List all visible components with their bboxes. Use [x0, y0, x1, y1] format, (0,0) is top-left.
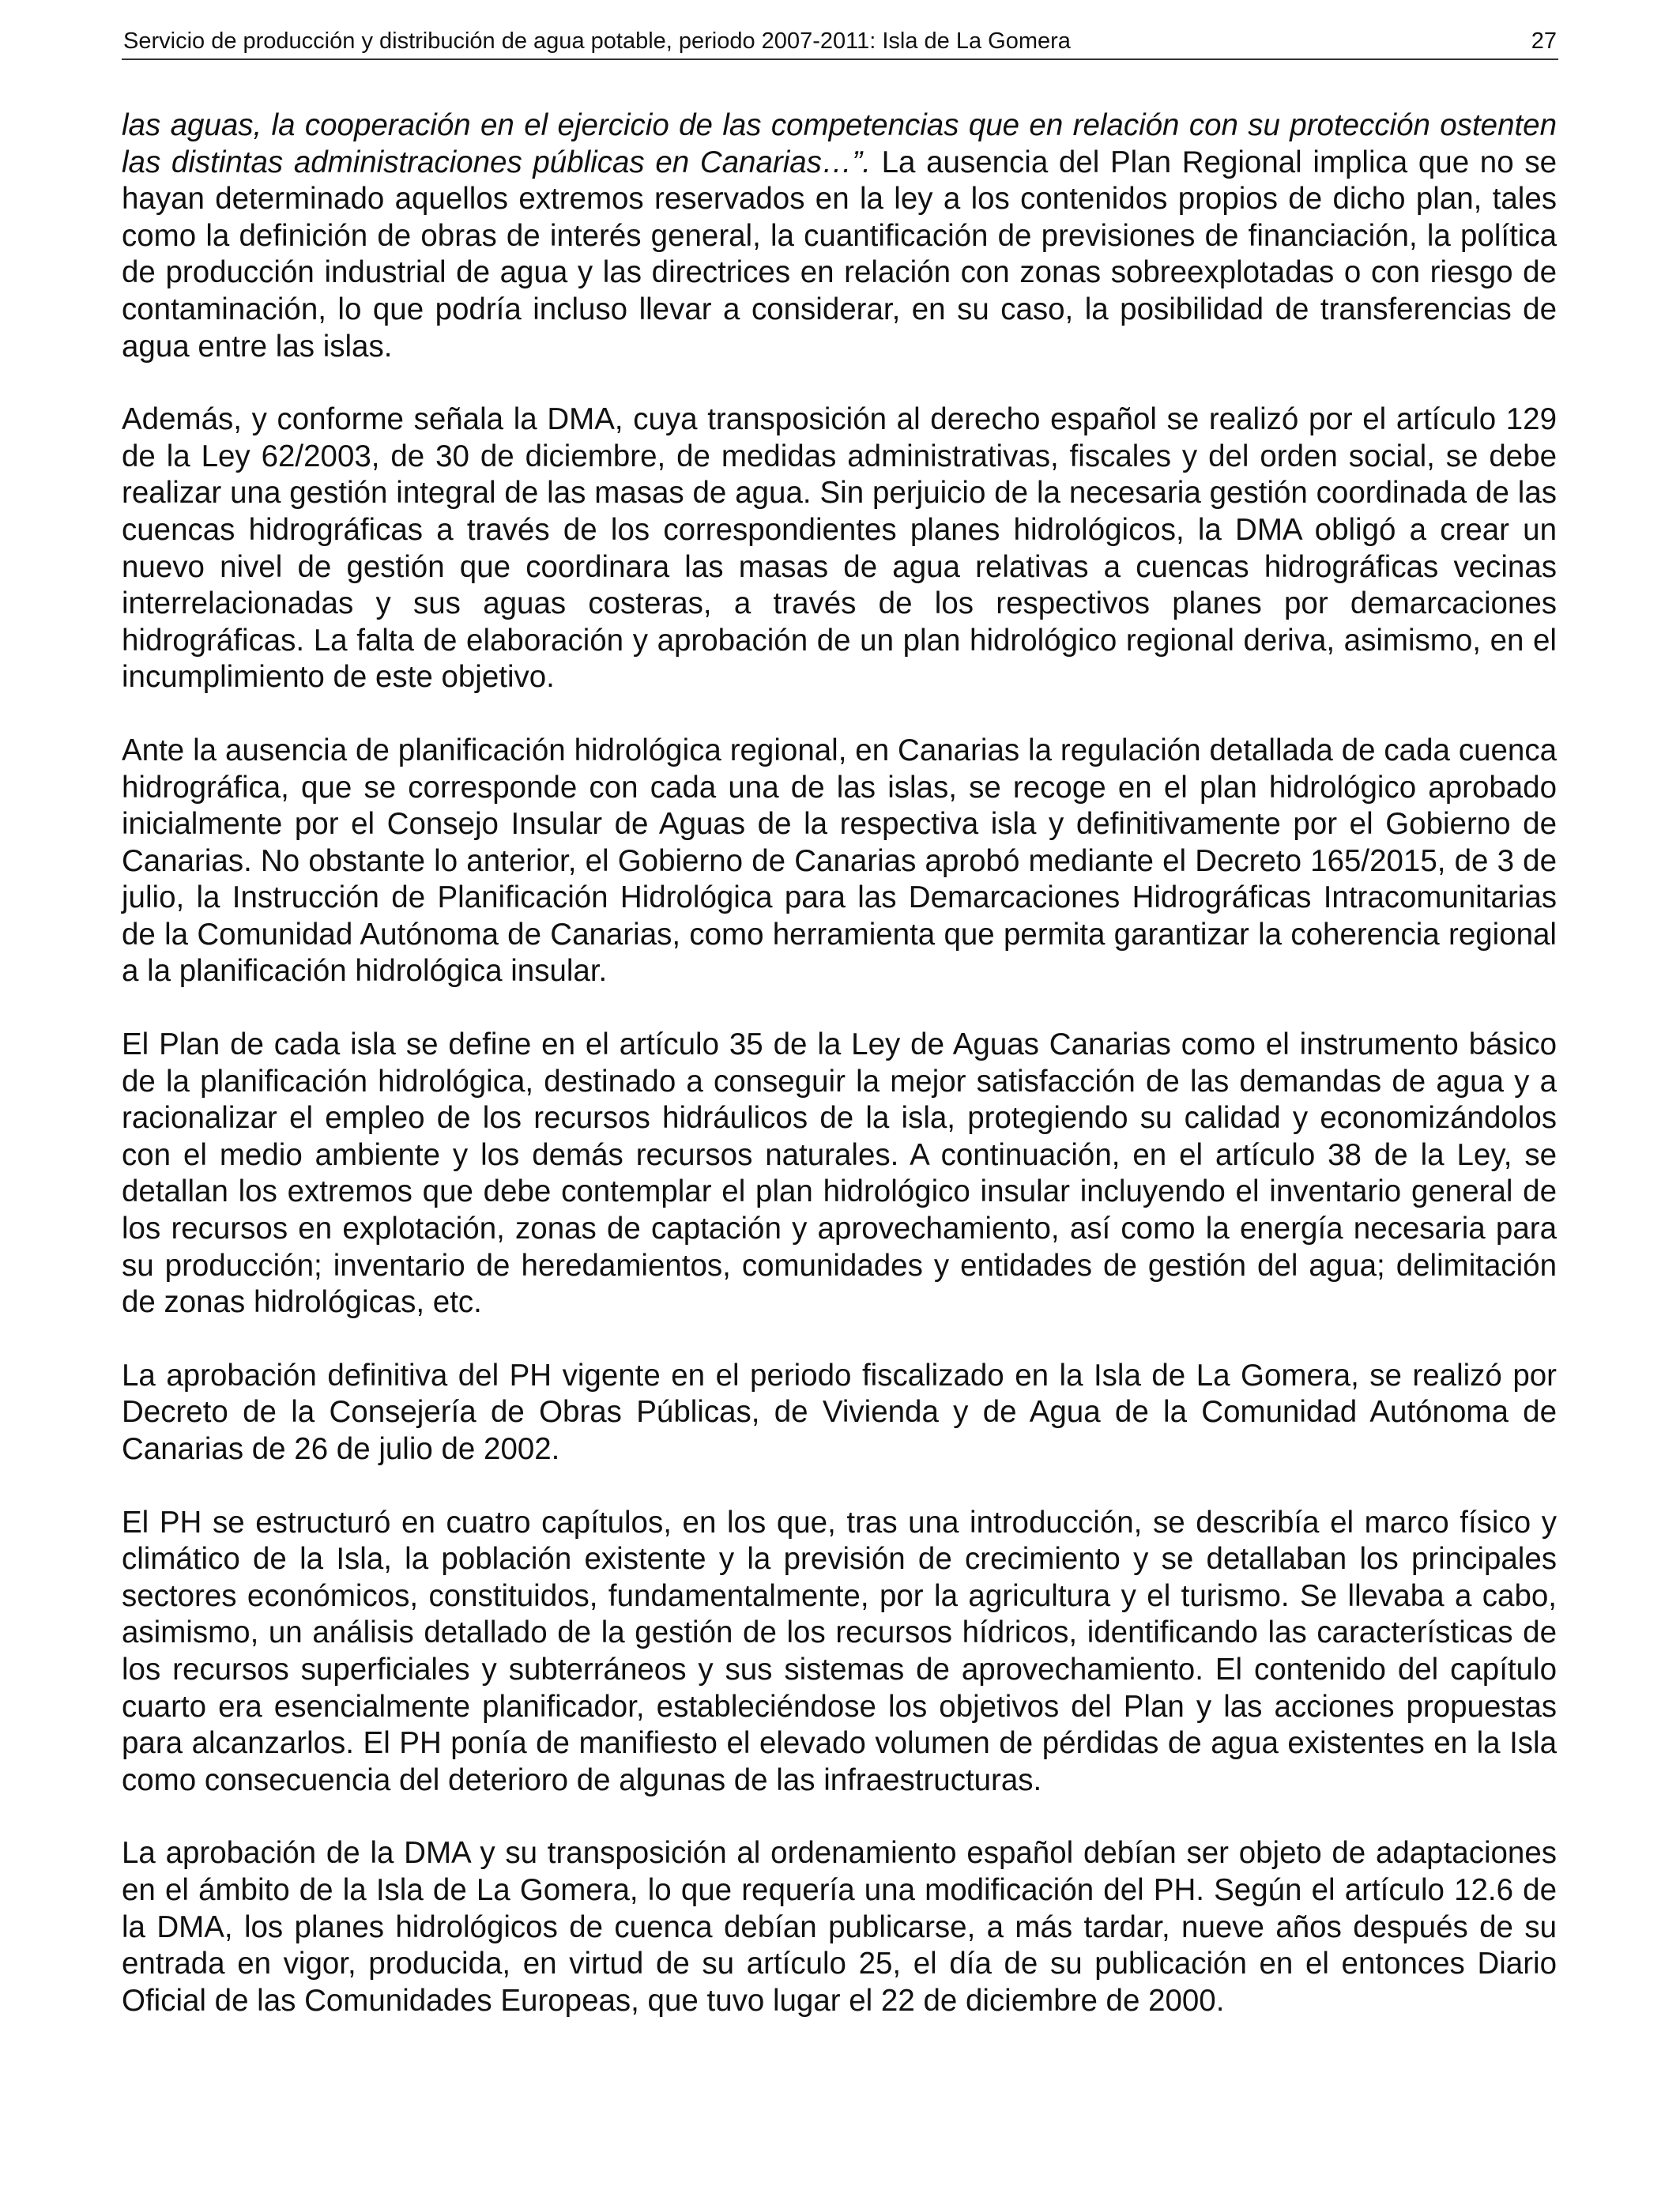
page-header — [122, 24, 1558, 60]
paragraph: La aprobación de la DMA y su transposición al ordenamiento español debían ser objeto de adaptaciones en el ámbito de la Isla de La Gomera, lo que requería una modificación del PH. Según el artículo 12.6 de la DMA, los planes hidrológicos de cuenca debían publicarse, a más tardar, nueve años después de su entrada en vigor, producida, en virtud de su artículo 25, el día de su publicación en el entonces Diario Oficial de las Comunidades Europeas, que tuvo lugar el 22 de diciembre de 2000. — [122, 1836, 1557, 2018]
paragraph — [122, 107, 1557, 365]
running-header-title: Servicio de producción y distribución de agua potable, periodo 2007-2011: Isla de La Gomera — [123, 28, 1071, 54]
document-body — [122, 107, 1557, 2019]
paragraph: Ante la ausencia de planificación hidrológica regional, en Canarias la regulación detallada de cada cuenca hidrográfica, que se corresponde con cada una de las islas, se recoge en el plan hidrológico aprobado inicialmente por el Consejo Insular de Aguas de la respectiva isla y definitivamente por el Gobierno de Canarias. No obstante lo anterior, el Gobierno de Canarias aprobó mediante el Decreto 165/2015, de 3 de julio, la Instrucción de Planificación Hidrológica para las Demarcaciones Hidrográficas Intracomunitarias de la Comunidad Autónoma de Canarias, como herramienta que permita garantizar la coherencia regional a la planificación hidrológica insular. — [122, 733, 1557, 989]
paragraph: El PH se estructuró en cuatro capítulos, en los que, tras una introducción, se describía el marco físico y climático de la Isla, la población existente y la previsión de crecimiento y se detallaban los principales sectores económicos, constituidos, fundamentalmente, por la agricultura y el turismo. Se llevaba a cabo, asimismo, un análisis detallado de la gestión de los recursos hídricos, identificando las características de los recursos superficiales y subterráneos y sus sistemas de aprovechamiento. El contenido del capítulo cuarto era esencialmente planificador, estableciéndose los objetivos del Plan y las acciones propuestas para alcanzarlos. El PH ponía de manifiesto el elevado volumen de pérdidas de agua existentes en la Isla como consecuencia del deterioro de algunas de las infraestructuras. — [122, 1505, 1557, 1797]
page-number: 27 — [1531, 28, 1557, 54]
paragraph: El Plan de cada isla se define en el artículo 35 de la Ley de Aguas Canarias como el instrumento básico de la planificación hidrológica, destinado a conseguir la mejor satisfacción de las demandas de agua y a racionalizar el empleo de los recursos hidráulicos de la isla, protegiendo su calidad y economizándolos con el medio ambiente y los demás recursos naturales. A continuación, en el artículo 38 de la Ley, se detallan los extremos que debe contemplar el plan hidrológico insular incluyendo el inventario general de los recursos en explotación, zonas de captación y aprovechamiento, así como la energía necesaria para su producción; inventario de heredamientos, comunidades y entidades de gestión del agua; delimitación de zonas hidrológicas, etc. — [122, 1027, 1557, 1320]
paragraph-text: La ausencia del Plan Regional implica que no se hayan determinado aquellos extremos reservados en la ley a los contenidos propios de dicho plan, tales como la definición de obras de interés general, la cuantificación de previsiones de financiación, la política de producción industrial de agua y las directrices en relación con zonas sobreexplotadas o con riesgo de contaminación, lo que podría incluso llevar a considerar, en su caso, la posibilidad de transferencias de agua entre las islas. — [122, 145, 1557, 364]
paragraph: Además, y conforme señala la DMA, cuya transposición al derecho español se realizó por el artículo 129 de la Ley 62/2003, de 30 de diciembre, de medidas administrativas, fiscales y del orden social, se debe realizar una gestión integral de las masas de agua. Sin perjuicio de la necesaria gestión coordinada de las cuencas hidrográficas a través de los correspondientes planes hidrológicos, la DMA obligó a crear un nuevo nivel de gestión que coordinara las masas de agua relativas a cuencas hidrográficas vecinas interrelacionadas y sus aguas costeras, a través de los respectivos planes por demarcaciones hidrográficas. La falta de elaboración y aprobación de un plan hidrológico regional deriva, asimismo, en el incumplimiento de este objetivo. — [122, 402, 1557, 695]
italic-quote: las aguas, la cooperación en el ejercicio de las competencias que en relación con su protección ostenten las distintas administraciones públicas en Canarias…”. — [122, 108, 1557, 179]
paragraph: La aprobación definitiva del PH vigente en el periodo fiscalizado en la Isla de La Gomera, se realizó por Decreto de la Consejería de Obras Públicas, de Vivienda y de Agua de la Comunidad Autónoma de Canarias de 26 de julio de 2002. — [122, 1358, 1557, 1466]
